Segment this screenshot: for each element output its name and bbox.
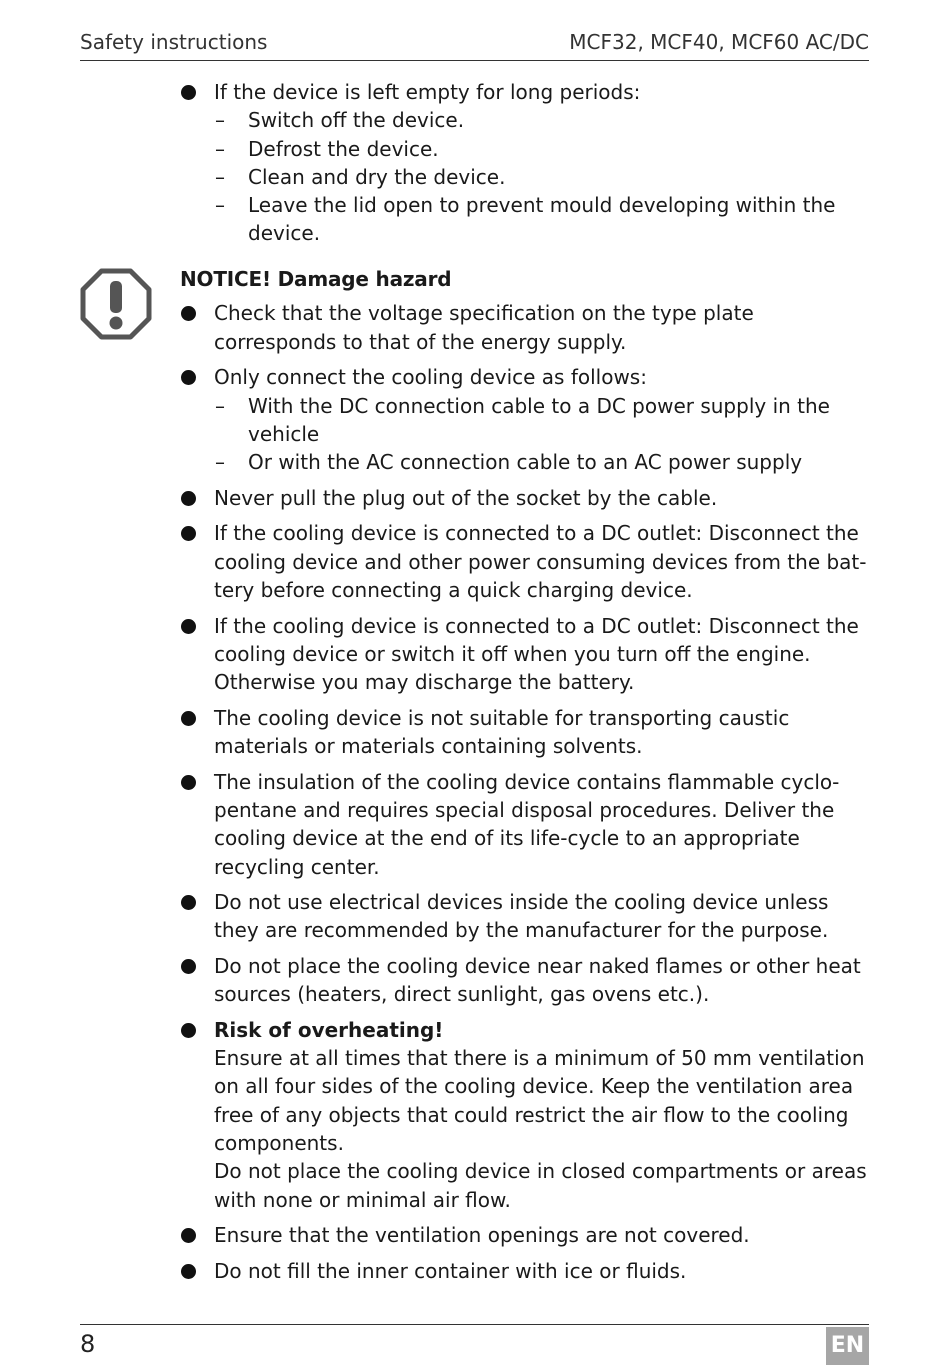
bullet-icon [181, 526, 196, 541]
list-item [180, 78, 872, 248]
list-item [180, 519, 872, 604]
bullet-icon [181, 370, 196, 385]
sub-list-item [214, 163, 872, 191]
overheating-paragraph: Do not place the cooling device in closed compartments or areas with none or minimal air flow. [214, 1159, 867, 1212]
bullet-icon [181, 1023, 196, 1038]
language-tab: EN [826, 1327, 869, 1365]
sub-list-item [214, 191, 872, 248]
bullet-icon [181, 959, 196, 974]
sub-list-item [214, 392, 872, 449]
safety-content [180, 78, 872, 1292]
sub-list-item-text: Clean and dry the device. [248, 164, 506, 189]
sub-list-item [214, 135, 872, 163]
overheating-paragraph: Ensure at all times that there is a minimum of 50 mm ventilation on all four sides of the cooling device. Keep the ventilation area free of any objects that could restrict the air flow to the cooling components. [214, 1046, 865, 1156]
dash-icon: – [215, 164, 225, 189]
bullet-icon [181, 711, 196, 726]
notice-exclamation-octagon-icon [80, 268, 152, 340]
list-item [180, 768, 872, 881]
notice-title: NOTICE! Damage hazard [180, 266, 452, 291]
bullet-icon [181, 1264, 196, 1279]
page-header [80, 28, 869, 61]
list-item-text: Do not use electrical devices inside the cooling device unless they are recommended by the manufacturer for the purpose. [214, 890, 829, 943]
list-item-text: Ensure that the ventilation openings are not covered. [214, 1223, 750, 1248]
dash-icon: – [215, 450, 225, 475]
list-item-text: The cooling device is not suitable for transporting caustic materials or materials containing solvents. [214, 705, 790, 759]
list-item [180, 363, 872, 476]
list-item [180, 1221, 872, 1249]
page-number: 8 [80, 1330, 96, 1358]
list-item [180, 888, 872, 945]
header-section-title: Safety instructions [80, 30, 268, 54]
sub-list-item-text: Or with the AC connection cable to an AC power supply [248, 450, 803, 475]
list-item [180, 484, 872, 512]
list-item-text: If the device is left empty for long periods: [214, 80, 641, 104]
sub-list-item-text: Leave the lid open to prevent mould developing within the device. [248, 193, 836, 246]
list-item-text: Do not place the cooling device near naked flames or other heat sources (heaters, direct sunlight, gas ovens etc.). [214, 953, 861, 1007]
list-item [180, 952, 872, 1009]
sub-list-item-text: Switch off the device. [248, 108, 465, 133]
bullet-icon [181, 491, 196, 506]
list-item-text: If the cooling device is connected to a DC outlet: Disconnect the cooling device or switch it off when you turn off the engine. Otherwise you may discharge the battery. [214, 613, 859, 695]
list-item [180, 704, 872, 761]
list-item-overheating [180, 1016, 872, 1214]
bullet-icon [181, 1228, 196, 1243]
list-item-text: Never pull the plug out of the socket by the cable. [214, 485, 718, 510]
list-item [180, 612, 872, 697]
overheating-title: Risk of overheating! [214, 1017, 444, 1042]
list-item [180, 299, 872, 356]
bullet-icon [181, 619, 196, 634]
bullet-icon [181, 895, 196, 910]
sub-list-item-text: Defrost the device. [248, 136, 439, 161]
sub-list-item [214, 106, 872, 134]
sub-list-item [214, 448, 872, 476]
list-item-text: Do not fill the inner container with ice or fluids. [214, 1258, 687, 1283]
header-model-names: MCF32, MCF40, MCF60 AC/DC [569, 30, 869, 54]
list-item-text: Only connect the cooling device as follows: [214, 365, 647, 390]
list-item [180, 1257, 872, 1285]
bullet-icon [181, 775, 196, 790]
bullet-icon [181, 85, 196, 100]
bullet-icon [181, 306, 196, 321]
list-item-text: If the cooling device is connected to a DC outlet: Disconnect the cooling device and other power consuming devices from the battery before connecting a quick charging device. [214, 521, 867, 602]
dash-icon: – [215, 108, 225, 133]
dash-icon: – [215, 193, 225, 218]
footer-divider [80, 1324, 869, 1325]
dash-icon: – [215, 136, 225, 161]
list-item-text: The insulation of the cooling device contains flammable cyclopentane and requires special disposal procedures. Deliver the cooling device at the end of its life-cycle to an appropriate recycling center. [214, 769, 840, 879]
dash-icon: – [215, 393, 225, 418]
list-item-text: Check that the voltage specification on the type plate corresponds to that of the energy supply. [214, 301, 754, 354]
sub-list-item-text: With the DC connection cable to a DC power supply in the vehicle [248, 393, 830, 446]
